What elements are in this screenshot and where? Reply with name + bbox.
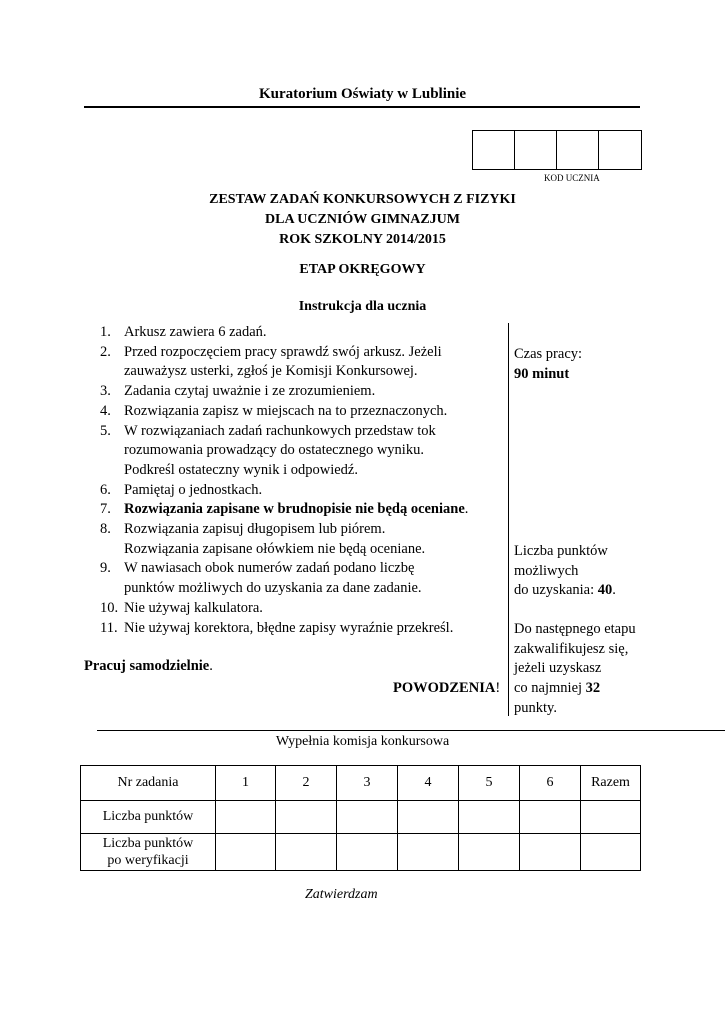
instruction-line: zauważysz usterki, zgłoś je Komisji Konkursowej. <box>124 363 418 380</box>
instruction-line: Przed rozpoczęciem pracy sprawdź swój arkusz. Jeżeli <box>124 343 442 360</box>
code-cell[interactable] <box>473 131 515 169</box>
time-label: Czas pracy: <box>514 346 583 362</box>
header-title: Kuratorium Oświaty w Lublinie <box>258 86 467 102</box>
code-cell[interactable] <box>599 131 641 169</box>
qualification-line: zakwalifikujesz się, <box>514 640 629 657</box>
instruction-number: 3. <box>100 383 111 400</box>
table-header-cell: Razem <box>581 766 641 801</box>
table-row <box>81 801 641 834</box>
instruction-number: 8. <box>100 521 111 538</box>
instructions-list <box>100 323 510 638</box>
time-info <box>514 345 582 384</box>
instruction-line: punktów możliwych do uzyskania za dane zadanie. <box>124 580 422 597</box>
qualification-threshold: 32 <box>585 680 601 697</box>
score-cell[interactable] <box>459 801 520 834</box>
instruction-line: Rozwiązania zapisuj długopisem lub piórem. <box>124 521 386 538</box>
qualification-line: co najmniej 32 <box>514 680 601 697</box>
title-line: ROK SZKOLNY 2014/2015 <box>279 232 446 247</box>
score-cell[interactable] <box>398 834 459 871</box>
table-header-cell: Nr zadania <box>81 766 216 801</box>
row-label: Liczba punktów po weryfikacji <box>81 834 216 871</box>
score-cell[interactable] <box>337 801 398 834</box>
score-cell[interactable] <box>459 834 520 871</box>
points-line: możliwych <box>514 562 579 579</box>
instruction-line: rozumowania prowadzący do ostatecznego wyniku. <box>124 442 424 459</box>
instruction-line: Nie używaj korektora, błędne zapisy wyraźnie przekreśl. <box>124 619 454 636</box>
good-luck-note: POWODZENIA! <box>393 680 501 696</box>
instruction-item <box>100 422 510 481</box>
student-code-boxes <box>472 130 642 170</box>
code-label: KOD UCZNIA <box>544 173 600 183</box>
instruction-item <box>100 520 510 559</box>
instruction-line: W nawiasach obok numerów zadań podano liczbę <box>124 560 415 577</box>
score-cell[interactable] <box>216 801 276 834</box>
table-row <box>81 834 641 871</box>
code-cell[interactable] <box>515 131 557 169</box>
instruction-line: Podkreśl ostateczny wynik i odpowiedź. <box>124 461 358 478</box>
instruction-item <box>100 599 510 619</box>
points-line: Liczba punktów <box>514 543 608 559</box>
score-table <box>80 765 641 871</box>
instruction-number: 7. <box>100 501 111 518</box>
points-line: do uzyskania: 40. <box>514 582 616 599</box>
score-cell[interactable] <box>337 834 398 871</box>
table-header-cell: 6 <box>520 766 581 801</box>
title-line: DLA UCZNIÓW GIMNAZJUM <box>265 212 460 227</box>
instruction-line: Zadania czytaj uważnie i ze zrozumieniem. <box>124 383 376 400</box>
work-alone-note: Pracuj samodzielnie. <box>84 658 213 674</box>
commission-label: Wypełnia komisja konkursowa <box>275 734 450 749</box>
qualification-line: punkty. <box>514 699 557 716</box>
title-line: ZESTAW ZADAŃ KONKURSOWYCH Z FIZYKI <box>209 192 516 207</box>
qualification-line: jeżeli uzyskasz <box>514 660 602 677</box>
row-label: Liczba punktów <box>81 801 216 834</box>
code-cell[interactable] <box>557 131 599 169</box>
header-divider <box>84 106 640 108</box>
instruction-item <box>100 481 510 501</box>
instruction-tail: . <box>464 501 469 518</box>
score-cell[interactable] <box>276 801 337 834</box>
commission-divider <box>97 730 725 731</box>
score-cell[interactable] <box>216 834 276 871</box>
instruction-item <box>100 382 510 402</box>
instruction-number: 2. <box>100 343 111 360</box>
instruction-number: 6. <box>100 481 111 498</box>
stage-title: ETAP OKRĘGOWY <box>299 262 426 277</box>
points-info <box>514 542 616 601</box>
instruction-number: 9. <box>100 560 111 577</box>
table-header-cell: 4 <box>398 766 459 801</box>
score-cell[interactable] <box>398 801 459 834</box>
instruction-line: Nie używaj kalkulatora. <box>124 599 263 616</box>
instruction-line: Rozwiązania zapisane ołówkiem nie będą oceniane. <box>124 540 426 557</box>
score-cell[interactable] <box>581 834 641 871</box>
instruction-item <box>100 559 510 598</box>
instruction-number: 4. <box>100 402 111 419</box>
qualification-info <box>514 620 636 719</box>
instruction-number: 10. <box>100 599 119 616</box>
table-header-cell: 2 <box>276 766 337 801</box>
instruction-number: 1. <box>100 324 111 340</box>
qualification-line: Do następnego etapu <box>514 621 636 637</box>
approval-label: Zatwierdzam <box>305 887 378 902</box>
points-value: 40 <box>597 582 613 599</box>
instruction-number: 11. <box>100 619 118 636</box>
score-cell[interactable] <box>520 834 581 871</box>
main-title <box>0 190 725 250</box>
instruction-item <box>100 323 510 343</box>
instruction-line: Arkusz zawiera 6 zadań. <box>124 324 267 340</box>
instruction-line: W rozwiązaniach zadań rachunkowych przedstaw tok <box>124 422 436 439</box>
table-header-row <box>81 766 641 801</box>
instruction-item <box>100 500 510 520</box>
score-cell[interactable] <box>581 801 641 834</box>
instruction-bold-text: Rozwiązania zapisane w brudnopisie nie będą oceniane <box>124 501 465 518</box>
table-header-cell: 5 <box>459 766 520 801</box>
score-cell[interactable] <box>520 801 581 834</box>
instruction-item <box>100 619 510 639</box>
score-cell[interactable] <box>276 834 337 871</box>
instruction-number: 5. <box>100 422 111 439</box>
instruction-item <box>100 402 510 422</box>
time-value: 90 minut <box>514 365 570 382</box>
table-header-cell: 3 <box>337 766 398 801</box>
instructions-title: Instrukcja dla ucznia <box>298 299 427 314</box>
instruction-item <box>100 343 510 382</box>
instruction-line: Pamiętaj o jednostkach. <box>124 481 263 498</box>
instruction-line: Rozwiązania zapisz w miejscach na to przeznaczonych. <box>124 402 448 419</box>
column-divider <box>508 323 509 716</box>
table-header-cell: 1 <box>216 766 276 801</box>
